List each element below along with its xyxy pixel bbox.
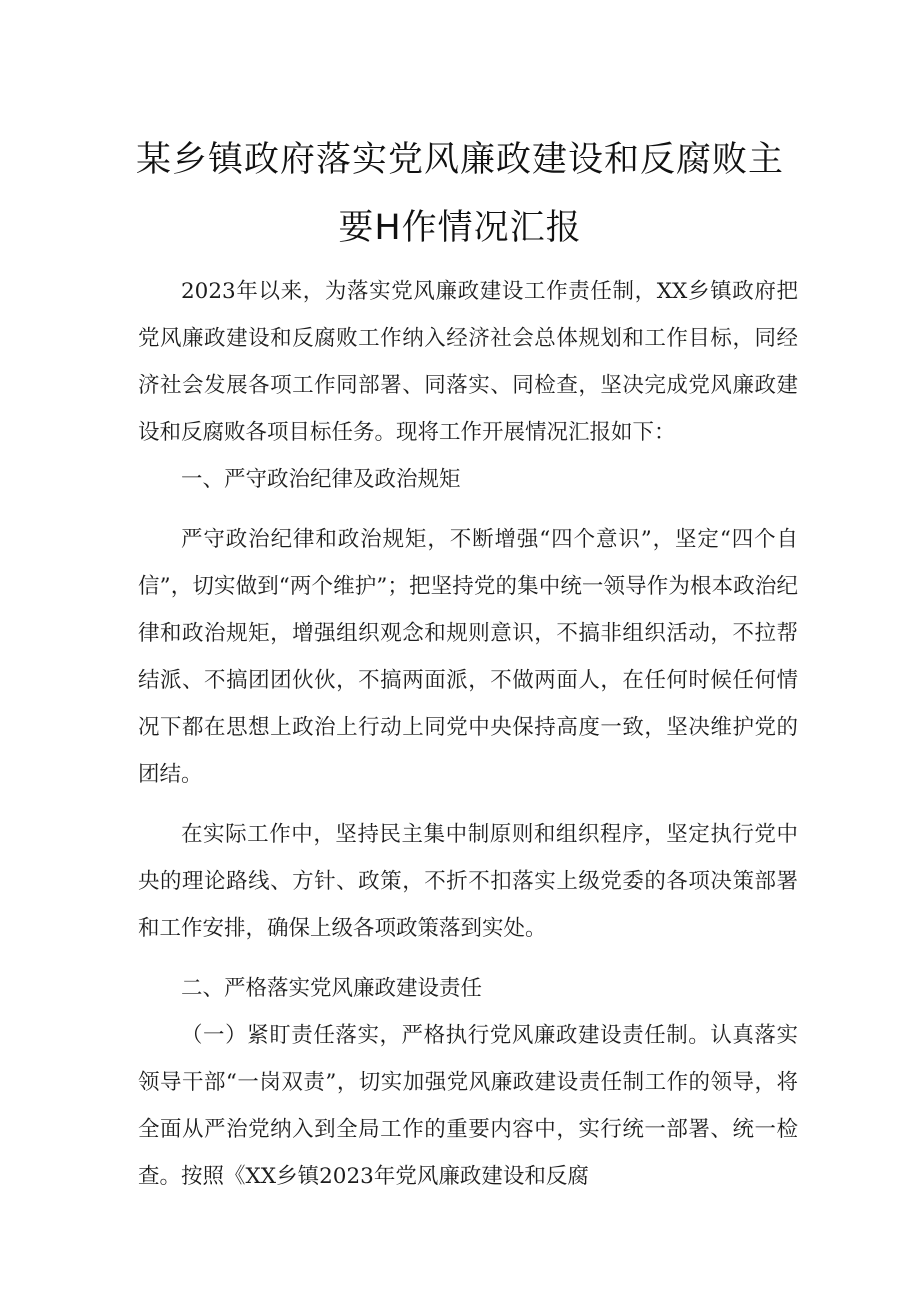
intro-paragraph: 2023年以来，为落实党风廉政建设工作责任制，XX乡镇政府把党风廉政建设和反腐败工作纳入经济社会总体规划和工作目标，同经济社会发展各项工作同部署、同落实、同检查，坚决完成党风廉政建设和反腐败各项目标任务。现将工作开展情况汇报如下： bbox=[138, 279, 798, 445]
body-paragraph: （一）紧盯责任落实，严格执行党风廉政建设责任制。认真落实领导干部“一岗双责”，切实加强党风廉政建设责任制工作的领导，将全面从严治党纳入到全局工作的重要内容中，实行统一部署、统一检查。按照《XX乡镇2023年党风廉政建设和反腐 bbox=[138, 1023, 798, 1189]
section-heading-2: 二、严格落实党风廉政建设责任 bbox=[181, 976, 483, 1001]
document-body bbox=[138, 268, 798, 1200]
document-title-line-2: 要H作情况汇报 bbox=[338, 208, 582, 248]
body-paragraph: 在实际工作中，坚持民主集中制原则和组织程序，坚定执行党中央的理论路线、方针、政策，不折不扣落实上级党委的各项决策部署和工作安排，确保上级各项政策落到实处。 bbox=[138, 822, 798, 941]
section-heading-1: 一、严守政治纪律及政治规矩 bbox=[181, 467, 461, 492]
body-paragraph: 严守政治纪律和政治规矩，不断增强“四个意识”，坚定“四个自信”，切实做到“两个维护”；把坚持党的集中统一领导作为根本政治纪律和政治规矩，增强组织观念和规则意识，不搞非组织活动，不拉帮结派、不搞团团伙伙，不搞两面派，不做两面人，在任何时候任何情况下都在思想上政治上行动上同党中央保持高度一致，坚决维护党的团结。 bbox=[138, 527, 798, 787]
document-title-line-1: 某乡镇政府落实党风廉政建设和反腐败主 bbox=[135, 140, 784, 180]
